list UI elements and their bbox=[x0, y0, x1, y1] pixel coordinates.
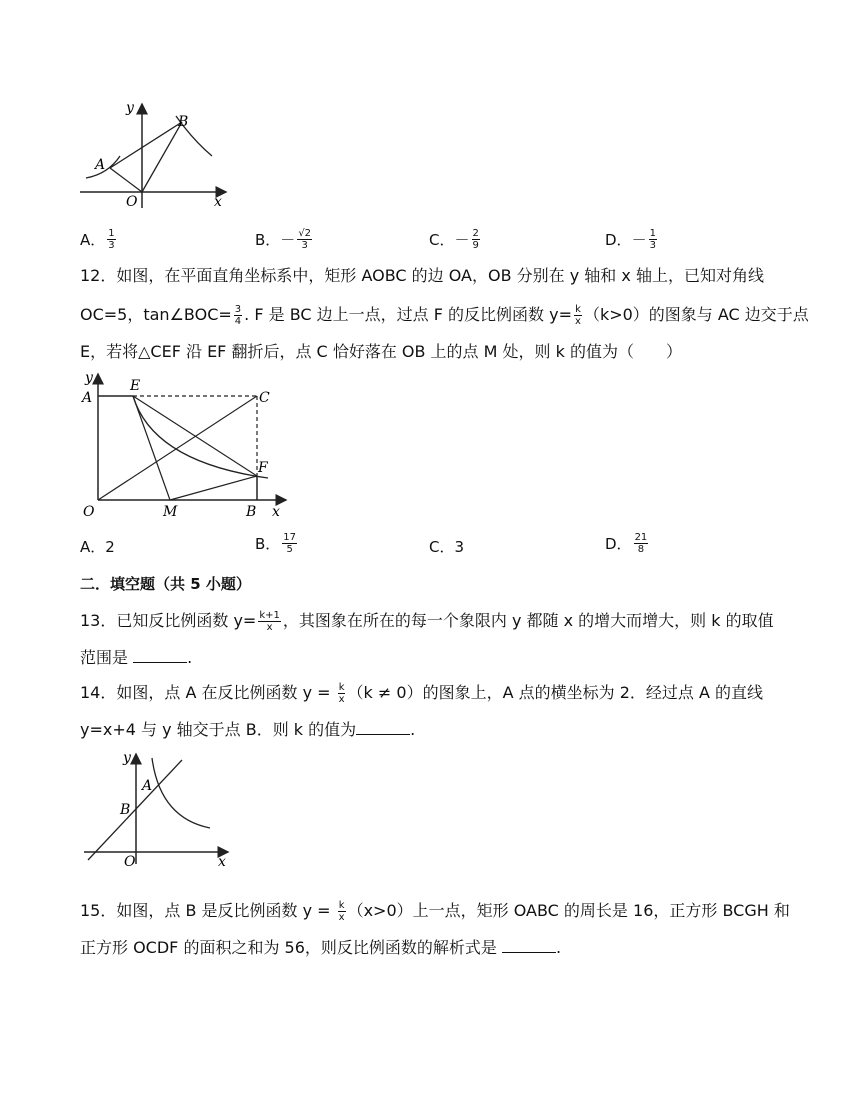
label-y: y bbox=[85, 370, 93, 386]
option-value: 3 bbox=[454, 537, 465, 556]
q14-line2 bbox=[80, 720, 415, 740]
q12-text-b: . F 是 BC 边上一点，过点 F 的反比例函数 y= bbox=[244, 305, 573, 324]
answer-blank[interactable] bbox=[502, 938, 556, 953]
q15-line2 bbox=[80, 938, 561, 958]
label-a: A bbox=[82, 390, 93, 406]
hyperbola-ef bbox=[133, 396, 268, 478]
numerator: 17 bbox=[283, 532, 297, 543]
option-q11-a bbox=[80, 228, 118, 251]
q15-line1 bbox=[80, 900, 790, 923]
label-e: E bbox=[130, 378, 141, 394]
option-letter: C． bbox=[429, 538, 455, 556]
label-x: x bbox=[272, 504, 280, 520]
fraction bbox=[234, 304, 242, 327]
q14-text-a: 14．如图，点 A 在反比例函数 y = bbox=[80, 683, 331, 702]
label-f: F bbox=[258, 460, 268, 476]
segment-oa bbox=[110, 168, 142, 192]
numerator: k bbox=[338, 682, 345, 693]
denominator: 3 bbox=[649, 240, 656, 251]
fraction bbox=[297, 228, 312, 251]
segment-em bbox=[133, 396, 170, 500]
q14-line1 bbox=[80, 682, 763, 705]
option-q12-c bbox=[429, 536, 464, 557]
label-o: O bbox=[83, 504, 95, 520]
denominator: 8 bbox=[637, 544, 645, 555]
denominator: x bbox=[338, 912, 345, 923]
q13-period: . bbox=[187, 648, 193, 667]
label-o: O bbox=[124, 854, 136, 868]
option-letter: B． bbox=[255, 535, 281, 553]
label-x: x bbox=[218, 854, 226, 868]
q15-text-c: 正方形 OCDF 的面积之和为 56，则反比例函数的解析式是 bbox=[80, 938, 497, 957]
segment-ob bbox=[142, 122, 182, 192]
label-c: C bbox=[259, 390, 270, 406]
q15-text-a: 15．如图，点 B 是反比例函数 y = bbox=[80, 901, 331, 920]
denominator: 5 bbox=[286, 544, 293, 555]
diagonal-oc bbox=[98, 396, 257, 500]
option-letter: D． bbox=[605, 535, 632, 553]
q13-text-a: 13．已知反比例函数 y= bbox=[80, 611, 257, 630]
q13-line1 bbox=[80, 610, 774, 633]
numerator: k bbox=[338, 900, 345, 911]
option-q12-b bbox=[255, 532, 299, 555]
label-b: B bbox=[120, 802, 131, 818]
denominator: x bbox=[266, 622, 273, 633]
denominator: 3 bbox=[108, 240, 115, 251]
section-heading: 二．填空题（共 5 小题） bbox=[80, 575, 251, 593]
q14-text-b: （k ≠ 0）的图象上，A 点的横坐标为 2．经过点 A 的直线 bbox=[347, 683, 763, 702]
option-letter: B． bbox=[255, 231, 281, 249]
sign: － bbox=[454, 231, 470, 249]
option-letter: A． bbox=[80, 231, 106, 249]
q12-text-a: OC=5，tan∠BOC= bbox=[80, 305, 232, 324]
denominator: 9 bbox=[472, 240, 479, 251]
label-b: B bbox=[178, 114, 189, 130]
q13-text-c: 范围是 bbox=[80, 648, 129, 667]
denominator: x bbox=[338, 694, 345, 705]
q12-line1: 12．如图，在平面直角坐标系中，矩形 AOBC 的边 OA，OB 分别在 y 轴和 x 轴上，已知对角线 bbox=[80, 266, 764, 285]
q13-line2 bbox=[80, 648, 192, 668]
q12-text-c: （k>0）的图象与 AC 边交于点 bbox=[583, 305, 809, 324]
label-y: y bbox=[126, 100, 134, 116]
label-m: M bbox=[163, 504, 178, 520]
sign: － bbox=[631, 231, 647, 249]
q14-text-c: y=x+4 与 y 轴交于点 B．则 k 的值为 bbox=[80, 720, 357, 739]
figure-q14 bbox=[80, 748, 240, 868]
q14-period: . bbox=[410, 720, 416, 739]
answer-blank[interactable] bbox=[133, 648, 187, 663]
q15-period: . bbox=[556, 938, 562, 957]
option-letter: A． bbox=[80, 538, 106, 556]
fraction bbox=[338, 682, 346, 705]
numerator: √2 bbox=[298, 228, 312, 239]
q12-line2 bbox=[80, 304, 809, 327]
option-value: 2 bbox=[105, 537, 115, 556]
option-q11-d bbox=[605, 228, 659, 251]
numerator: k bbox=[575, 304, 581, 315]
q15-text-b: （x>0）上一点，矩形 OABC 的周长是 16，正方形 BCGH 和 bbox=[347, 901, 790, 920]
label-a: A bbox=[95, 157, 106, 173]
option-q12-d bbox=[605, 532, 650, 555]
option-q12-a bbox=[80, 536, 115, 557]
sign: － bbox=[280, 231, 296, 249]
fraction bbox=[107, 228, 115, 251]
figure-q12 bbox=[78, 370, 293, 522]
numerator: 2 bbox=[472, 228, 479, 239]
fraction bbox=[649, 228, 657, 251]
numerator: 1 bbox=[649, 228, 656, 239]
option-letter: C． bbox=[429, 231, 455, 249]
numerator: 1 bbox=[108, 228, 115, 239]
q12-line3: E，若将△CEF 沿 EF 翻折后，点 C 恰好落在 OB 上的点 M 处，则 k 的值为（ ） bbox=[80, 342, 682, 361]
denominator: x bbox=[575, 316, 581, 327]
option-q11-b bbox=[255, 228, 314, 251]
fraction bbox=[574, 304, 582, 327]
fraction bbox=[472, 228, 480, 251]
fraction bbox=[258, 610, 281, 633]
fraction bbox=[338, 900, 346, 923]
denominator: 4 bbox=[234, 316, 242, 327]
denominator: 3 bbox=[301, 240, 308, 251]
label-o: O bbox=[126, 194, 138, 210]
figure-q11 bbox=[78, 96, 238, 212]
q13-text-b: ，其图象在所在的每一个象限内 y 都随 x 的增大而增大，则 k 的取值 bbox=[282, 611, 774, 630]
line-y-x-plus-4 bbox=[88, 760, 182, 860]
hyperbola bbox=[152, 758, 210, 828]
option-q11-c bbox=[429, 228, 482, 251]
numerator: 3 bbox=[234, 304, 242, 315]
answer-blank[interactable] bbox=[356, 720, 410, 735]
fraction bbox=[634, 532, 649, 555]
fraction bbox=[282, 532, 297, 555]
label-y: y bbox=[123, 750, 131, 766]
option-letter: D． bbox=[605, 231, 632, 249]
segment-mf bbox=[170, 476, 257, 500]
segment-ab bbox=[110, 122, 182, 168]
numerator: 21 bbox=[634, 532, 648, 543]
label-b: B bbox=[246, 504, 257, 520]
label-a: A bbox=[142, 778, 153, 794]
label-x: x bbox=[214, 194, 222, 210]
numerator: k+1 bbox=[259, 610, 280, 621]
